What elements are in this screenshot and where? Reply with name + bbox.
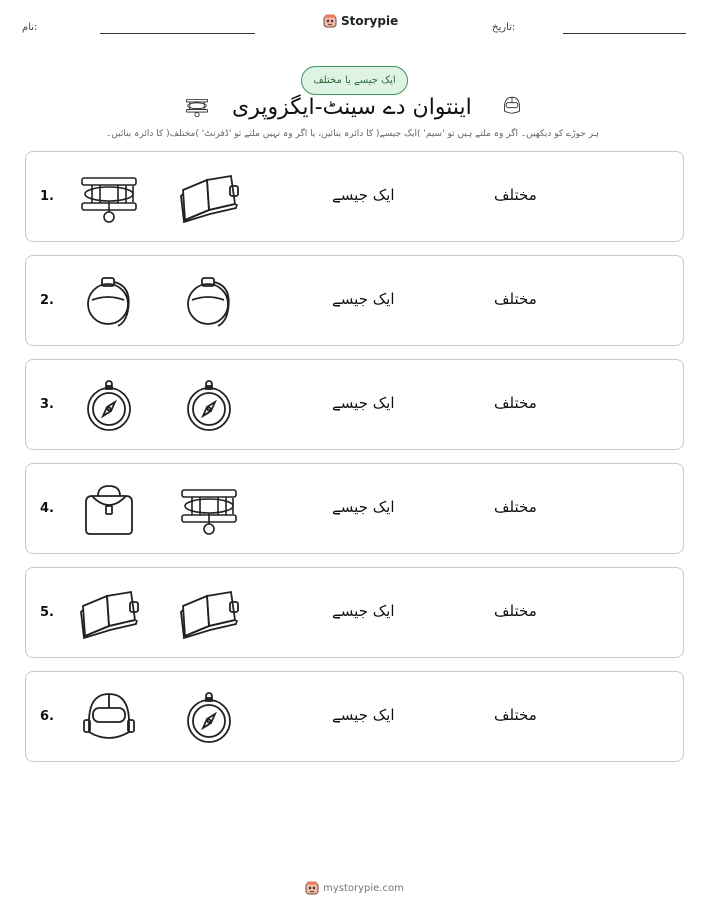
storypie-logo-icon	[305, 881, 319, 895]
different-option[interactable]: مختلف	[494, 602, 537, 620]
open-book-icon	[178, 172, 240, 224]
date-line[interactable]	[563, 33, 686, 34]
pair-row	[25, 463, 684, 554]
worksheet-type-badge: ایک جیسے یا مختلف	[301, 66, 408, 95]
pair-row	[25, 671, 684, 762]
brand-name: Storypie	[341, 14, 399, 28]
biplane-icon	[178, 484, 240, 536]
open-book-icon	[78, 588, 140, 640]
pair-row	[25, 255, 684, 346]
same-option[interactable]: ایک جیسے	[332, 186, 395, 204]
same-option[interactable]: ایک جیسے	[332, 394, 395, 412]
instructions: ہر جوڑے کو دیکھیں۔ اگر وہ ملتے ہیں تو 'سیم' )ایک جیسے( کا دائرہ بنائیں، یا اگر وہ نہیں ملتے تو 'ڈفرنٹ' )مختلف( کا دائرہ بنائیں۔	[106, 129, 599, 139]
pair-row	[25, 359, 684, 450]
different-option[interactable]: مختلف	[494, 706, 537, 724]
name-line[interactable]	[100, 33, 255, 34]
canteen-icon	[178, 276, 240, 328]
page-title: اینتوان دے سینٹ-ایگزوپری	[232, 95, 472, 120]
canteen-icon	[78, 276, 140, 328]
compass-icon	[78, 380, 140, 432]
row-number: 3.	[40, 397, 54, 412]
different-option[interactable]: مختلف	[494, 394, 537, 412]
same-option[interactable]: ایک جیسے	[332, 290, 395, 308]
satchel-icon	[78, 484, 140, 536]
same-option[interactable]: ایک جیسے	[332, 706, 395, 724]
brand	[323, 14, 398, 28]
pair-row	[25, 151, 684, 242]
name-label: نام:	[22, 22, 38, 33]
row-number: 2.	[40, 293, 54, 308]
storypie-logo-icon	[323, 14, 337, 28]
pair-row	[25, 567, 684, 658]
biplane-icon	[78, 172, 140, 224]
same-option[interactable]: ایک جیسے	[332, 498, 395, 516]
row-number: 6.	[40, 709, 54, 724]
different-option[interactable]: مختلف	[494, 290, 537, 308]
footer	[0, 881, 709, 895]
different-option[interactable]: مختلف	[494, 186, 537, 204]
footer-url[interactable]: mystorypie.com	[323, 882, 404, 894]
pilot-helmet-icon	[78, 692, 140, 744]
same-option[interactable]: ایک جیسے	[332, 602, 395, 620]
date-label: تاریخ:	[492, 22, 516, 33]
row-number: 1.	[40, 189, 54, 204]
compass-icon	[178, 380, 240, 432]
different-option[interactable]: مختلف	[494, 498, 537, 516]
open-book-icon	[178, 588, 240, 640]
compass-icon	[178, 692, 240, 744]
row-number: 4.	[40, 501, 54, 516]
pilot-helmet-icon	[499, 92, 525, 120]
biplane-icon	[180, 96, 214, 118]
row-number: 5.	[40, 605, 54, 620]
